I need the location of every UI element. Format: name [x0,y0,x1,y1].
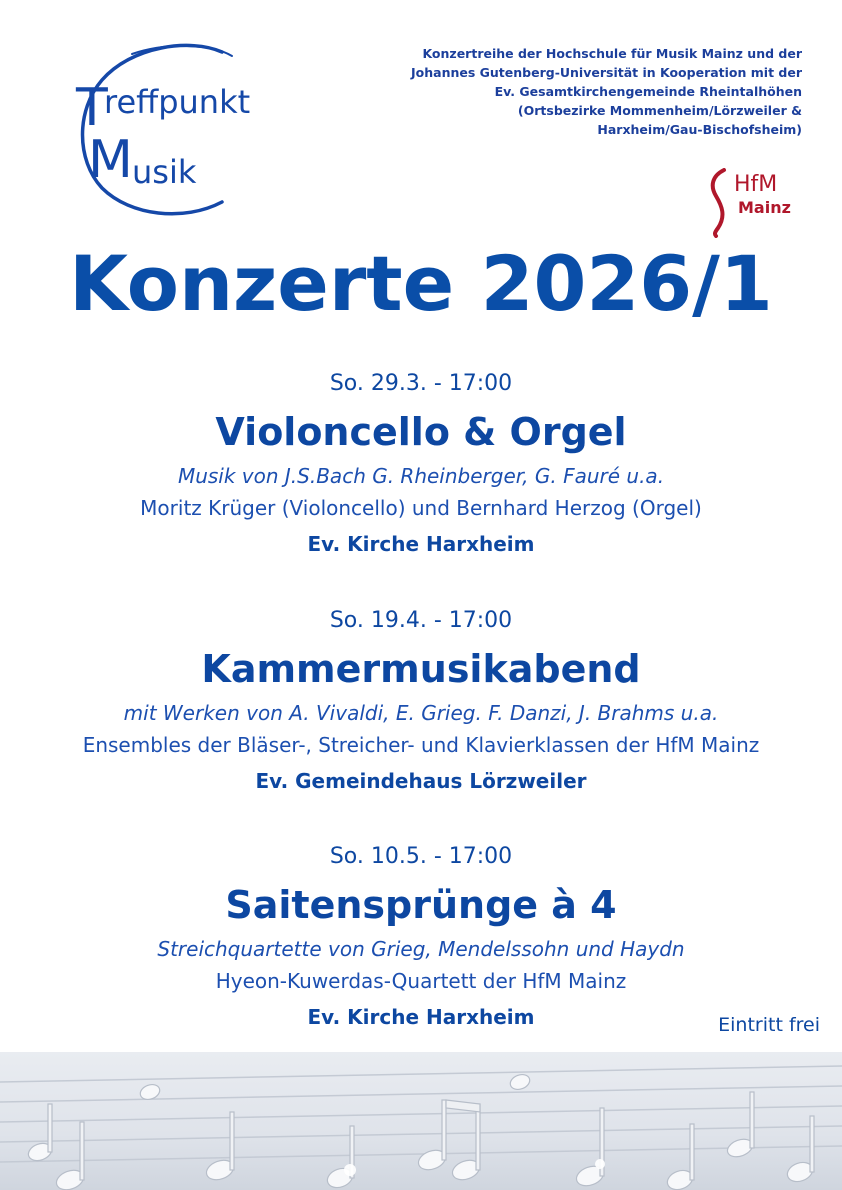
page-title: Konzerte 2026/1 [69,239,773,328]
event-venue: Ev. Kirche Harxheim [307,1005,535,1029]
hfm-mainz-logo [706,168,806,238]
logo-word-usik: usik [132,153,197,191]
event-description: Streichquartette von Grieg, Mendelssohn und Haydn [157,937,685,961]
series-info-line: Johannes Gutenberg-Universität in Kooperation mit der [411,65,802,80]
logo-letter-m: M [88,130,133,190]
event-performers: Hyeon-Kuwerdas-Quartett der HfM Mainz [215,969,627,993]
event-venue: Ev. Gemeindehaus Lörzweiler [255,769,587,793]
music-notes-icon [0,1052,842,1190]
series-info [362,44,802,139]
hfm-s-mark-icon [706,168,734,238]
series-info-line: Ev. Gesamtkirchengemeinde Rheintalhöhen [494,84,802,99]
event-title: Violoncello & Orgel [215,410,627,454]
series-info-line: Konzertreihe der Hochschule für Musik Mainz und der [422,46,802,61]
music-notes-image [0,1052,842,1190]
event-description: mit Werken von A. Vivaldi, E. Grieg. F. Danzi, J. Brahms u.a. [123,701,719,725]
event-date: So. 19.4. - 17:00 [329,608,513,633]
event-venue: Ev. Kirche Harxheim [307,532,535,556]
hfm-logo-sub: Mainz [738,198,791,217]
event-performers: Ensembles der Bläser-, Streicher- und Klavierklassen der HfM Mainz [82,733,760,757]
event-item [0,370,842,560]
event-performers: Moritz Krüger (Violoncello) und Bernhard Herzog (Orgel) [140,496,702,520]
event-title: Saitensprünge à 4 [225,883,617,927]
event-item [0,843,842,1033]
event-item [0,607,842,797]
hfm-logo-name: HfM [734,172,778,197]
event-date: So. 10.5. - 17:00 [329,844,513,869]
logo-word-reffpunkt: reffpunkt [104,83,251,121]
logo-letter-t: T [76,78,108,138]
series-info-line: (Ortsbezirke Mommenheim/Lörzweiler & [517,103,802,118]
event-date: So. 29.3. - 17:00 [329,371,513,396]
entry-note: Eintritt frei [718,1014,820,1036]
series-info-line: Harxheim/Gau-Bischofsheim) [597,122,802,137]
event-description: Musik von J.S.Bach G. Rheinberger, G. Fauré u.a. [177,464,665,488]
event-title: Kammermusikabend [201,647,641,691]
